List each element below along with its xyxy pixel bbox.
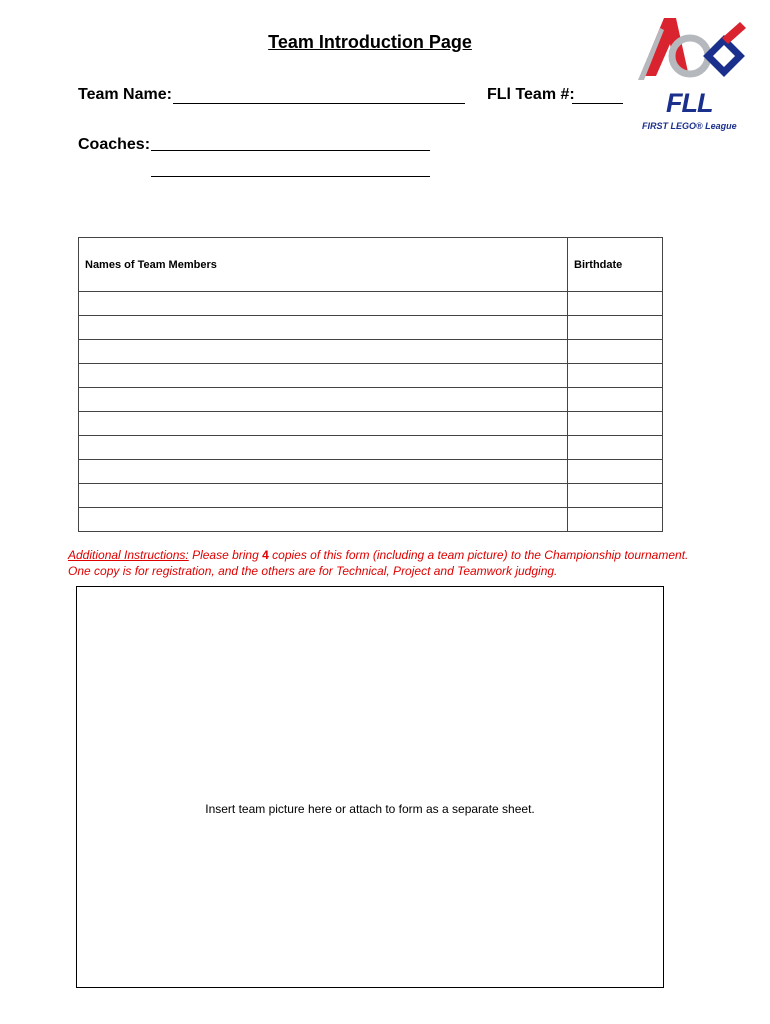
header-birthdate: Birthdate	[568, 238, 663, 292]
table-header-row	[79, 238, 663, 292]
picture-placeholder: Insert team picture here or attach to form as a separate sheet.	[205, 802, 535, 816]
table-row	[79, 436, 663, 460]
member-name-cell[interactable]	[79, 340, 568, 364]
table-row	[79, 412, 663, 436]
team-number-label: FLl Team #:	[487, 86, 575, 103]
instructions-copies: 4	[262, 548, 269, 562]
table-row	[79, 460, 663, 484]
header-names: Names of Team Members	[79, 238, 568, 292]
team-name-field[interactable]	[173, 103, 465, 104]
logo-wordmark: FLL	[666, 88, 713, 118]
additional-instructions	[68, 547, 708, 579]
coaches-label: Coaches:	[78, 136, 151, 153]
member-name-cell[interactable]	[79, 412, 568, 436]
table-row	[79, 316, 663, 340]
instructions-text-1: Please bring	[188, 548, 263, 562]
table-row	[79, 364, 663, 388]
birthdate-cell[interactable]	[568, 364, 663, 388]
fll-logo	[630, 14, 760, 131]
team-members-table	[78, 237, 663, 532]
fll-logo-mark-icon	[630, 14, 760, 94]
team-picture-box[interactable]	[76, 586, 664, 988]
birthdate-cell[interactable]	[568, 436, 663, 460]
member-name-cell[interactable]	[79, 316, 568, 340]
table-row	[79, 388, 663, 412]
birthdate-cell[interactable]	[568, 508, 663, 532]
table-row	[79, 292, 663, 316]
birthdate-cell[interactable]	[568, 316, 663, 340]
member-name-cell[interactable]	[79, 484, 568, 508]
page-title: Team Introduction Page	[268, 32, 472, 52]
birthdate-cell[interactable]	[568, 340, 663, 364]
coach-field-1[interactable]	[151, 150, 430, 151]
instructions-label: Additional Instructions:	[68, 548, 189, 562]
table-row	[79, 484, 663, 508]
logo-subtitle: FIRST LEGO® League	[642, 121, 737, 131]
table-row	[79, 508, 663, 532]
birthdate-cell[interactable]	[568, 388, 663, 412]
birthdate-cell[interactable]	[568, 484, 663, 508]
birthdate-cell[interactable]	[568, 292, 663, 316]
team-number-field[interactable]	[572, 103, 623, 104]
birthdate-cell[interactable]	[568, 412, 663, 436]
member-name-cell[interactable]	[79, 460, 568, 484]
member-name-cell[interactable]	[79, 292, 568, 316]
member-name-cell[interactable]	[79, 388, 568, 412]
instructions-text-2: copies of this form (including a team picture) to the Championship tournament. One copy is for registration, and the others are for Technical, Project and Teamwork judging.	[68, 548, 689, 578]
member-name-cell[interactable]	[79, 508, 568, 532]
birthdate-cell[interactable]	[568, 460, 663, 484]
team-name-label: Team Name:	[78, 86, 172, 103]
coach-field-2[interactable]	[151, 176, 430, 177]
member-name-cell[interactable]	[79, 436, 568, 460]
table-row	[79, 340, 663, 364]
member-name-cell[interactable]	[79, 364, 568, 388]
